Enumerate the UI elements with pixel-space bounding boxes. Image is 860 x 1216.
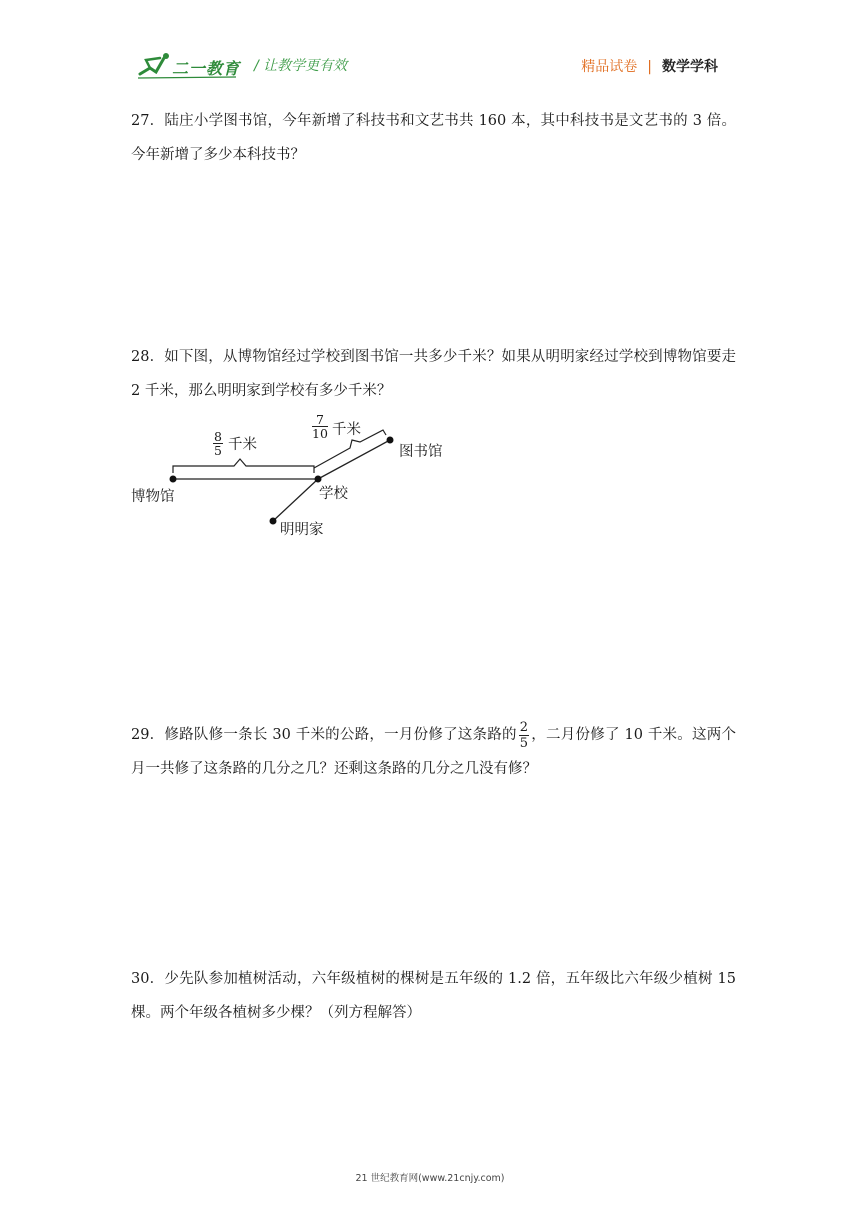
slogan: / 让教学更有效 [254, 58, 348, 74]
question-30: 30．少先队参加植树活动，六年级植树的棵树是五年级的 1.2 倍，五年级比六年级少植树 15 棵。两个年级各植树多少棵？（列方程解答） [131, 971, 736, 1021]
route-diagram [128, 410, 468, 545]
seg1-denominator: 5 [214, 443, 222, 458]
question-29 [131, 718, 736, 786]
library-label: 图书馆 [399, 444, 443, 460]
seg1-unit: 千米 [228, 437, 257, 453]
seg2-fraction [312, 413, 328, 440]
header-right [581, 56, 718, 76]
seg2-unit: 千米 [332, 422, 361, 438]
fraction-denominator: 5 [519, 735, 529, 751]
school-label: 学校 [319, 486, 348, 502]
home-dot [270, 518, 277, 525]
museum-label: 博物馆 [131, 489, 175, 505]
museum-dot [170, 476, 177, 483]
fraction-numerator: 2 [519, 719, 529, 735]
page-footer: 21 世纪教育网(www.21cnjy.com) [355, 1173, 505, 1184]
seg2-numerator: 7 [312, 413, 328, 427]
library-dot [387, 437, 394, 444]
brand-name: 二一教育 [172, 59, 241, 78]
home-label: 明明家 [280, 522, 324, 538]
question-29-part-b: ，二月份修了 10 千米。这两个月一共修了这条路的几分之几？还剩这条路的几分之几没有修？ [131, 727, 736, 777]
header-separator: | [647, 59, 652, 75]
seg1-fraction [213, 430, 223, 457]
question-27: 27．陆庄小学图书馆，今年新增了科技书和文艺书共 160 本，其中科技书是文艺书的 3 倍。今年新增了多少本科技书？ [131, 113, 736, 163]
question-28: 28．如下图，从博物馆经过学校到图书馆一共多少千米？如果从明明家经过学校到博物馆要走 2 千米，那么明明家到学校有多少千米？ [131, 349, 736, 399]
two-fifths-fraction [519, 720, 529, 751]
question-29-part-a: 29．修路队修一条长 30 千米的公路，一月份修了这条路的 [131, 727, 517, 743]
seg1-numerator: 8 [214, 429, 222, 444]
quality-label: 精品试卷 [581, 59, 638, 75]
seg2-denominator: 10 [312, 426, 328, 441]
subject-label: 数学学科 [662, 59, 718, 75]
